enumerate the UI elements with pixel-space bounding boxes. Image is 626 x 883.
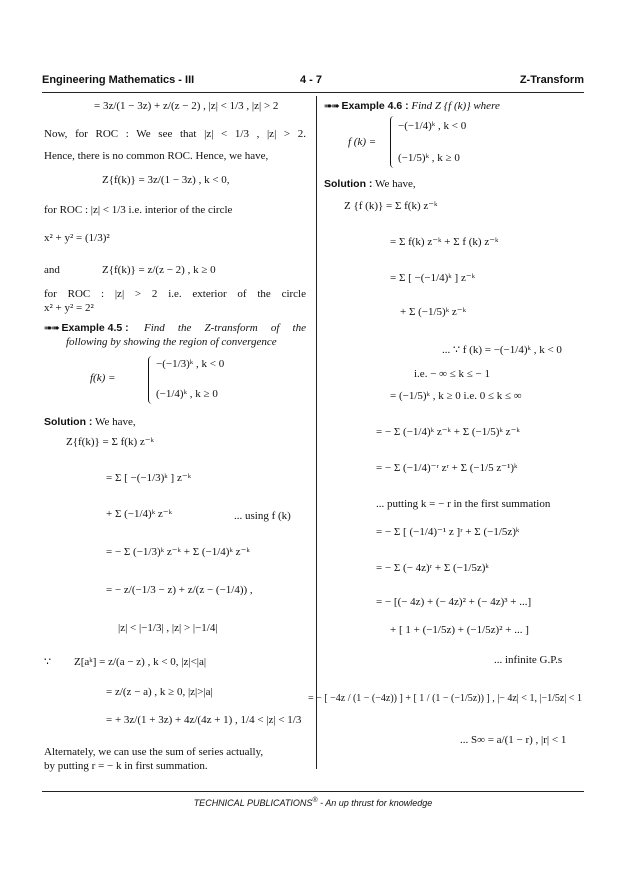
header-book-title: Engineering Mathematics - III bbox=[42, 74, 195, 86]
circle-eq-2: x² + y² = 2² bbox=[44, 302, 94, 314]
solution-text: We have, bbox=[94, 416, 136, 428]
fk-definition: f (k) = bbox=[348, 136, 377, 148]
roc-line: Now, for ROC : We see that |z| < 1/3 , |z| > 2. bbox=[44, 128, 306, 140]
footer-publisher: TECHNICAL PUBLICATIONS bbox=[193, 798, 313, 808]
solution-heading bbox=[324, 178, 416, 191]
example-text: Find Z {f (k)} where bbox=[411, 100, 500, 112]
step-3: = Σ [ −(−1/4)ᵏ ] z⁻ᵏ bbox=[390, 272, 476, 284]
step-8: = − Σ (−1/4)ᵏ z⁻ᵏ + Σ (−1/5)ᵏ z⁻ᵏ bbox=[376, 426, 520, 438]
brace bbox=[148, 356, 153, 404]
solution-text: We have, bbox=[374, 178, 416, 190]
header-page-number: 4 - 7 bbox=[300, 74, 323, 86]
step-16: = − [ −4z / (1 − (−4z)) ] + [ 1 / (1 − (−1/5z)) ] , |− 4z| < 1, |−1/5z| < 1 bbox=[308, 693, 582, 704]
step-14: + [ 1 + (−1/5z) + (−1/5z)² + ... ] bbox=[390, 624, 529, 636]
step-9: = − Σ (−1/4)⁻ʳ zʳ + Σ (−1/5 z⁻¹)ᵏ bbox=[376, 462, 518, 474]
case-2: (−1/4)ᵏ , k ≥ 0 bbox=[156, 388, 218, 400]
para-1: Alternately, we can use the sum of series actually, bbox=[44, 746, 264, 758]
step-12: = − Σ (− 4z)ʳ + Σ (−1/5z)ᵏ bbox=[376, 562, 489, 574]
step-1: Z{f(k)} = Σ f(k) z⁻ᵏ bbox=[66, 436, 155, 448]
case-1: −(−1/3)ᵏ , k < 0 bbox=[156, 358, 225, 370]
step-17: ... S∞ = a/(1 − r) , |r| < 1 bbox=[460, 734, 567, 746]
eq-zf-right: Z{f(k)} = z/(z − 2) , k ≥ 0 bbox=[102, 264, 216, 276]
header-rule bbox=[42, 92, 584, 93]
step-5: ... ∵ f (k) = −(−1/4)ᵏ , k < 0 bbox=[442, 344, 562, 356]
step-5: = − z/(−1/3 − z) + z/(z − (−1/4)) , bbox=[106, 584, 253, 596]
column-divider bbox=[316, 96, 317, 769]
solution-label: Solution : bbox=[44, 416, 93, 428]
step-3-note: ... using f (k) bbox=[234, 510, 291, 522]
step-11: = − Σ [ (−1/4)⁻¹ z ]ʳ + Σ (−1/5z)ᵏ bbox=[376, 526, 520, 538]
step-7: = (−1/5)ᵏ , k ≥ 0 i.e. 0 ≤ k ≤ ∞ bbox=[390, 390, 522, 402]
case-2: (−1/5)ᵏ , k ≥ 0 bbox=[398, 152, 460, 164]
because-symbol: ∵ bbox=[44, 656, 51, 668]
para-2: by putting r = − k in first summation. bbox=[44, 760, 208, 772]
step-15-note: ... infinite G.P.s bbox=[494, 654, 563, 666]
case-1: −(−1/4)ᵏ , k < 0 bbox=[398, 120, 467, 132]
and-label: and bbox=[44, 264, 60, 276]
page-footer bbox=[0, 797, 626, 808]
step-2: = Σ f(k) z⁻ᵏ + Σ f (k) z⁻ᵏ bbox=[390, 236, 499, 248]
example-text-1: Find the Z-transform of the bbox=[144, 322, 306, 334]
no-common-roc: Hence, there is no common ROC. Hence, we have, bbox=[44, 150, 269, 162]
step-7: Z[aᵏ] = z/(a − z) , k < 0, |z|<|a| bbox=[74, 656, 207, 668]
step-8: = z/(z − a) , k ≥ 0, |z|>|a| bbox=[106, 686, 213, 698]
step-10-note: ... putting k = − r in the first summation bbox=[376, 498, 551, 510]
solution-heading bbox=[44, 416, 136, 429]
step-2: = Σ [ −(−1/3)ᵏ ] z⁻ᵏ bbox=[106, 472, 192, 484]
registered-mark: ® bbox=[312, 797, 318, 804]
example-label: Example 4.5 : bbox=[61, 322, 129, 334]
step-3: + Σ (−1/4)ᵏ z⁻ᵏ bbox=[106, 508, 173, 520]
solution-label: Solution : bbox=[324, 178, 373, 190]
footer-rule bbox=[42, 791, 584, 792]
step-9: = + 3z/(1 + 3z) + 4z/(4z + 1) , 1/4 < |z| < 1/3 bbox=[106, 714, 302, 726]
example-4-5 bbox=[44, 322, 129, 335]
step-4: = − Σ (−1/3)ᵏ z⁻ᵏ + Σ (−1/4)ᵏ z⁻ᵏ bbox=[106, 546, 250, 558]
header-chapter: Z-Transform bbox=[519, 74, 584, 86]
brace bbox=[390, 116, 395, 168]
eq-zf-left: Z{f(k)} = 3z/(1 − 3z) , k < 0, bbox=[102, 174, 230, 186]
page-header bbox=[42, 74, 584, 90]
roc-interior: for ROC : |z| < 1/3 i.e. interior of the circle bbox=[44, 204, 233, 216]
footer-tagline: - An up thrust for knowledge bbox=[317, 798, 433, 808]
circle-eq-1: x² + y² = (1/3)² bbox=[44, 232, 110, 244]
example-arrow-icon: ➠➠ bbox=[324, 101, 339, 112]
roc-exterior: for ROC : |z| > 2 i.e. exterior of the circle bbox=[44, 288, 306, 300]
fk-definition: f(k) = bbox=[90, 372, 116, 384]
eq-result: = 3z/(1 − 3z) + z/(z − 2) , |z| < 1/3 , |z| > 2 bbox=[94, 100, 279, 112]
step-4: + Σ (−1/5)ᵏ z⁻ᵏ bbox=[400, 306, 467, 318]
step-1: Z {f (k)} = Σ f(k) z⁻ᵏ bbox=[344, 200, 438, 212]
step-6: i.e. − ∞ ≤ k ≤ − 1 bbox=[414, 368, 491, 380]
example-label: Example 4.6 : bbox=[341, 100, 409, 112]
step-6: |z| < |−1/3| , |z| > |−1/4| bbox=[118, 622, 218, 634]
step-13: = − [(− 4z) + (− 4z)² + (− 4z)³ + ...] bbox=[376, 596, 532, 608]
example-arrow-icon: ➠➠ bbox=[44, 323, 59, 334]
example-text-2: following by showing the region of convergence bbox=[66, 336, 277, 348]
example-4-6 bbox=[324, 100, 500, 113]
